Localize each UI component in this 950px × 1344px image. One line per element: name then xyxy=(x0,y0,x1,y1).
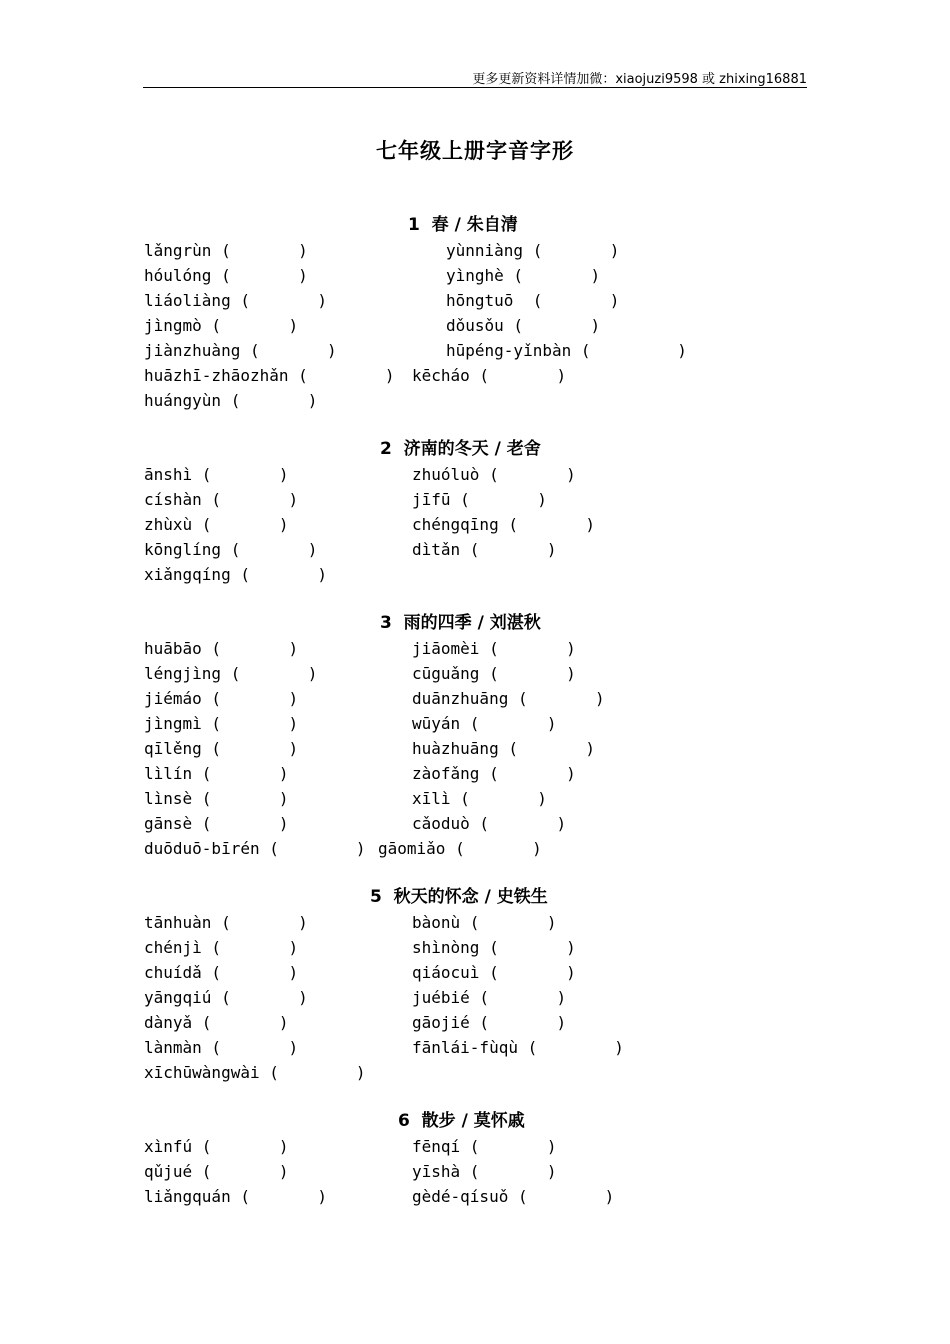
pinyin-entry: hōngtuō ( ) xyxy=(446,291,620,310)
pinyin-entry: duānzhuāng ( ) xyxy=(412,689,605,708)
pinyin-entry: lànmàn ( ) xyxy=(144,1038,299,1057)
section-heading: 5 秋天的怀念 / 史铁生 xyxy=(370,887,548,907)
pinyin-entry: juébié ( ) xyxy=(412,988,567,1007)
pinyin-entry: jiémáo ( ) xyxy=(144,689,299,708)
pinyin-entry: xīchūwàngwài ( ) xyxy=(144,1063,366,1082)
pinyin-entry: cūguǎng ( ) xyxy=(412,664,576,683)
document-title: 七年级上册字音字形 xyxy=(376,139,574,163)
pinyin-entry: yìnghè ( ) xyxy=(446,266,601,285)
section-heading: 2 济南的冬天 / 老舍 xyxy=(380,439,541,459)
pinyin-entry: huàzhuāng ( ) xyxy=(412,739,596,758)
pinyin-entry: gāojié ( ) xyxy=(412,1013,567,1032)
section-heading: 3 雨的四季 / 刘湛秋 xyxy=(380,613,541,633)
pinyin-entry: shìnòng ( ) xyxy=(412,938,576,957)
pinyin-entry: xiǎngqíng ( ) xyxy=(144,565,328,584)
pinyin-entry: chéngqīng ( ) xyxy=(412,515,596,534)
pinyin-entry: léngjìng ( ) xyxy=(144,664,318,683)
pinyin-entry: hūpéng-yǐnbàn ( ) xyxy=(446,341,687,360)
pinyin-entry: lìnsè ( ) xyxy=(144,789,289,808)
pinyin-entry: hóulóng ( ) xyxy=(144,266,308,285)
pinyin-entry: liǎngquán ( ) xyxy=(144,1187,328,1206)
pinyin-entry: jiànzhuàng ( ) xyxy=(144,341,337,360)
pinyin-entry: liáoliàng ( ) xyxy=(144,291,328,310)
pinyin-entry: yāngqiú ( ) xyxy=(144,988,308,1007)
pinyin-entry: fānlái-fùqù ( ) xyxy=(412,1038,624,1057)
pinyin-entry: kēcháo ( ) xyxy=(412,366,567,385)
pinyin-entry: wūyán ( ) xyxy=(412,714,557,733)
pinyin-entry: gāomiǎo ( ) xyxy=(378,839,542,858)
pinyin-entry: xīlì ( ) xyxy=(412,789,547,808)
pinyin-entry: lǎngrùn ( ) xyxy=(144,241,308,260)
pinyin-entry: zhùxù ( ) xyxy=(144,515,289,534)
pinyin-entry: qǔjué ( ) xyxy=(144,1162,289,1181)
pinyin-entry: zàofǎng ( ) xyxy=(412,764,576,783)
pinyin-entry: lìlín ( ) xyxy=(144,764,289,783)
pinyin-entry: dànyǎ ( ) xyxy=(144,1013,289,1032)
pinyin-entry: qīlěng ( ) xyxy=(144,739,299,758)
pinyin-entry: chuídǎ ( ) xyxy=(144,963,299,982)
pinyin-entry: jìngmò ( ) xyxy=(144,316,299,335)
pinyin-entry: zhuóluò ( ) xyxy=(412,465,576,484)
header-rule xyxy=(143,87,807,88)
pinyin-entry: qiáocuì ( ) xyxy=(412,963,576,982)
pinyin-entry: dìtǎn ( ) xyxy=(412,540,557,559)
pinyin-entry: jīfū ( ) xyxy=(412,490,547,509)
section-heading: 1 春 / 朱自清 xyxy=(408,215,518,235)
pinyin-entry: cǎoduò ( ) xyxy=(412,814,567,833)
pinyin-entry: yīshà ( ) xyxy=(412,1162,557,1181)
header-note: 更多更新资料详情加微：xiaojuzi9598 或 zhixing16881 xyxy=(472,72,807,87)
pinyin-entry: huángyùn ( ) xyxy=(144,391,318,410)
pinyin-entry: huāzhī-zhāozhǎn ( ) xyxy=(144,366,395,385)
pinyin-entry: jìngmì ( ) xyxy=(144,714,299,733)
pinyin-entry: fēnqí ( ) xyxy=(412,1137,557,1156)
pinyin-entry: císhàn ( ) xyxy=(144,490,299,509)
pinyin-entry: chénjì ( ) xyxy=(144,938,299,957)
pinyin-entry: tānhuàn ( ) xyxy=(144,913,308,932)
pinyin-entry: dǒusǒu ( ) xyxy=(446,316,601,335)
pinyin-entry: yùnniàng ( ) xyxy=(446,241,620,260)
pinyin-entry: gānsè ( ) xyxy=(144,814,289,833)
pinyin-entry: ānshì ( ) xyxy=(144,465,289,484)
pinyin-entry: kōnglíng ( ) xyxy=(144,540,318,559)
pinyin-entry: duōduō-bīrén ( ) xyxy=(144,839,366,858)
pinyin-entry: huābāo ( ) xyxy=(144,639,299,658)
pinyin-entry: xìnfú ( ) xyxy=(144,1137,289,1156)
pinyin-entry: jiāomèi ( ) xyxy=(412,639,576,658)
pinyin-entry: gèdé-qísuǒ ( ) xyxy=(412,1187,615,1206)
section-heading: 6 散步 / 莫怀戚 xyxy=(398,1111,525,1131)
pinyin-entry: bàonù ( ) xyxy=(412,913,557,932)
